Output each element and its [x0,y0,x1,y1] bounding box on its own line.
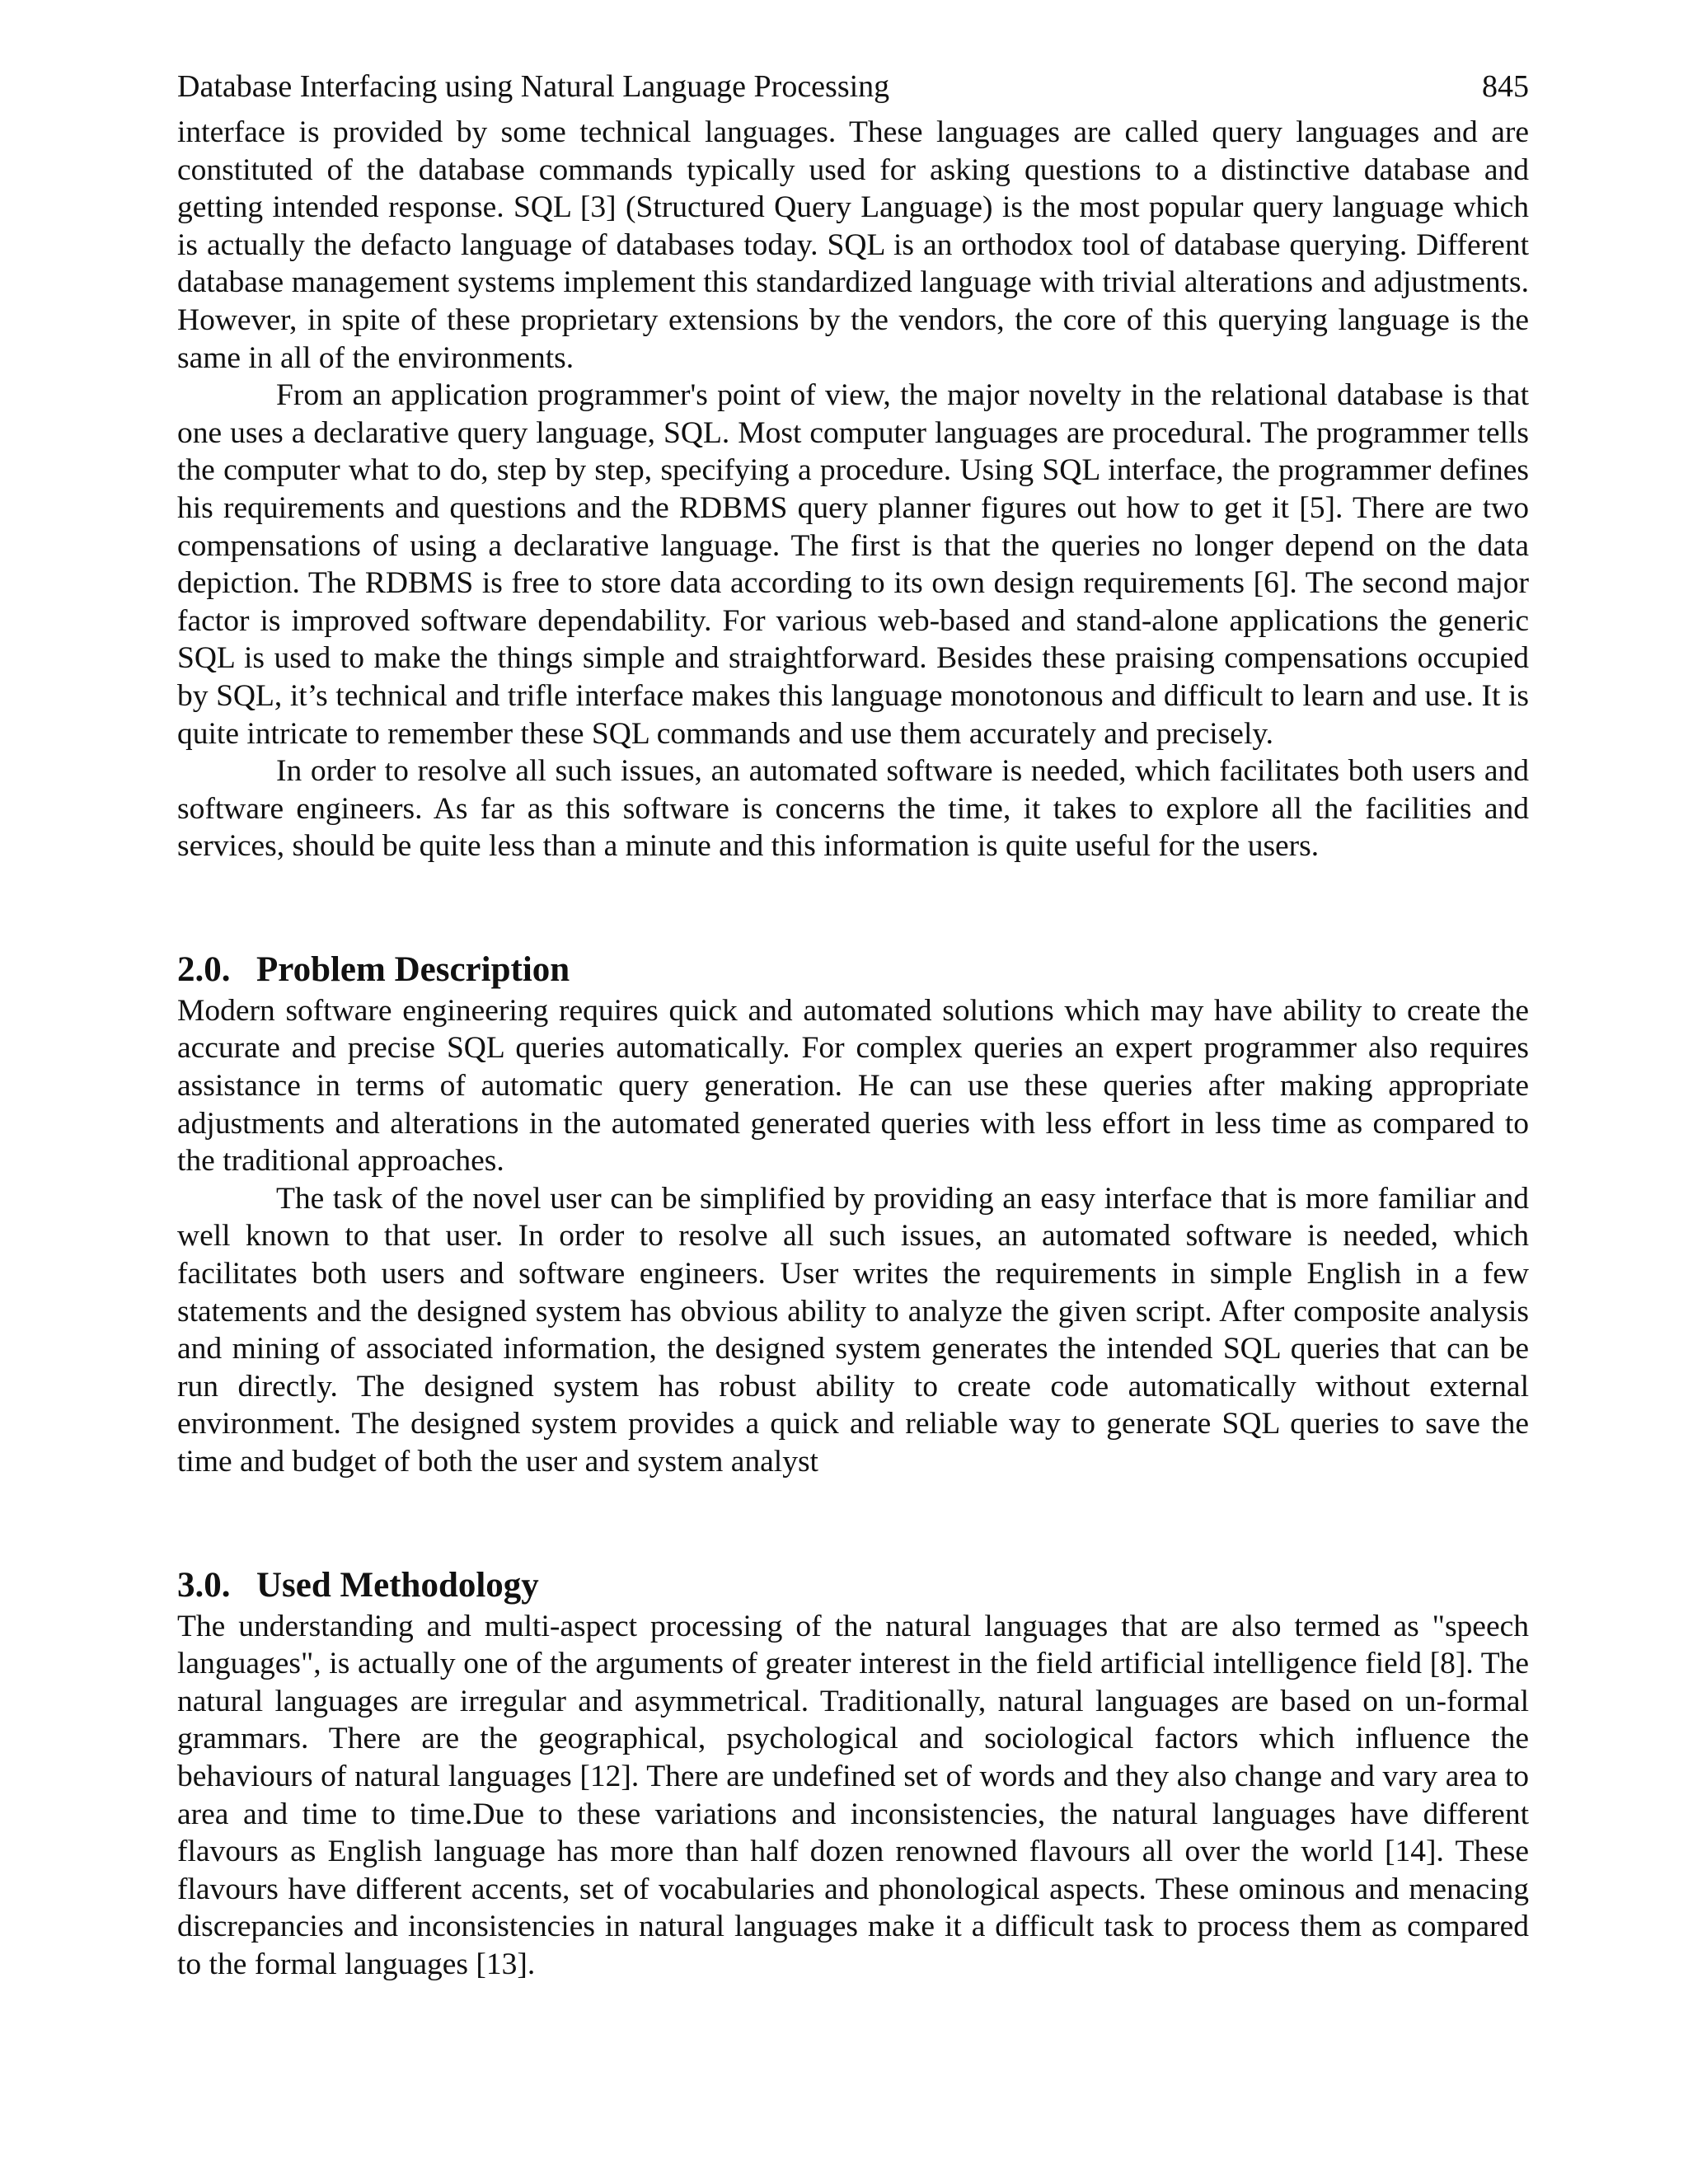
section-number: 2.0. [177,949,231,989]
intro-continuation [177,114,1529,865]
section-number: 3.0. [177,1565,231,1605]
intro-paragraph-1: interface is provided by some technical languages. These languages are called query languages and are constituted of the database commands typically used for asking questions to a distinctive database and getting intended response. SQL [3] (Structured Query Language) is the most popular query language which is actually the defacto language of databases today. SQL is an orthodox tool of database querying. Different database management systems implement this standardized language with trivial alterations and adjustments. However, in spite of these proprietary extensions by the vendors, the core of this querying language is the same in all of the environments. [177,115,1529,375]
section-title: Used Methodology [256,1565,539,1605]
section-heading [177,948,1529,992]
section-heading [177,1563,1529,1608]
running-header [177,64,1529,109]
section-title: Problem Description [256,949,570,989]
intro-paragraph-3: In order to resolve all such issues, an automated software is needed, which facilitates both users and software engineers. As far as this software is concerns the time, it takes to explore all the facilities and services, should be quite less than a minute and this information is quite useful for the users. [177,754,1529,864]
paper-page [177,64,1529,1984]
running-title: Database Interfacing using Natural Language Processing [177,69,890,104]
intro-paragraph-2: From an application programmer's point of view, the major novelty in the relational database is that one uses a declarative query language, SQL. Most computer languages are procedural. The programmer tells the computer what to do, step by step, specifying a procedure. Using SQL interface, the programmer defines his requirements and questions and the RDBMS query planner figures out how to get it [5]. There are two compensations of using a declarative language. The first is that the queries no longer depend on the data depiction. The RDBMS is free to store data according to its own design requirements [6]. The second major factor is improved software dependability. For various web-based and stand-alone applications the generic SQL is used to make the things simple and straightforward. Besides these praising compensations occupied by SQL, it’s technical and trifle interface makes this language monotonous and difficult to learn and use. It is quite intricate to remember these SQL commands and use them accurately and precisely. [177,378,1529,751]
page-number: 845 [1482,69,1529,104]
section-problem-description [177,948,1529,1481]
section-paragraph: Modern software engineering requires quick and automated solutions which may have ability to create the accurate and precise SQL queries automatically. For complex queries an expert programmer also requires assistance in terms of automatic query generation. He can use these queries after making appropriate adjustments and alterations in the automated generated queries with less effort in less time as compared to the traditional approaches. [177,993,1529,1179]
section-paragraph: The task of the novel user can be simplified by providing an easy interface that is more familiar and well known to that user. In order to resolve all such issues, an automated software is needed, which facilitates both users and software engineers. User writes the requirements in simple English in a few statements and the designed system has obvious ability to analyze the given script. After composite analysis and mining of associated information, the designed system generates the intended SQL queries that can be run directly. The designed system has robust ability to create code automatically without external environment. The designed system provides a quick and reliable way to generate SQL queries to save the time and budget of both the user and system analyst [177,1181,1529,1479]
section-paragraph: The understanding and multi-aspect processing of the natural languages that are also termed as "speech languages", is actually one of the arguments of greater interest in the field artificial intelligence field [8]. The natural languages are irregular and asymmetrical. Traditionally, natural languages are based on un-formal grammars. There are the geographical, psychological and sociological factors which influence the behaviours of natural languages [12]. There are undefined set of words and they also change and vary area to area and time to time.Due to these variations and inconsistencies, the natural languages have different flavours as English language has more than half dozen renowned flavours all over the world [14]. These flavours have different accents, set of vocabularies and phonological aspects. These ominous and menacing discrepancies and inconsistencies in natural languages make it a difficult task to process them as compared to the formal languages [13]. [177,1609,1529,1981]
section-used-methodology [177,1563,1529,1984]
